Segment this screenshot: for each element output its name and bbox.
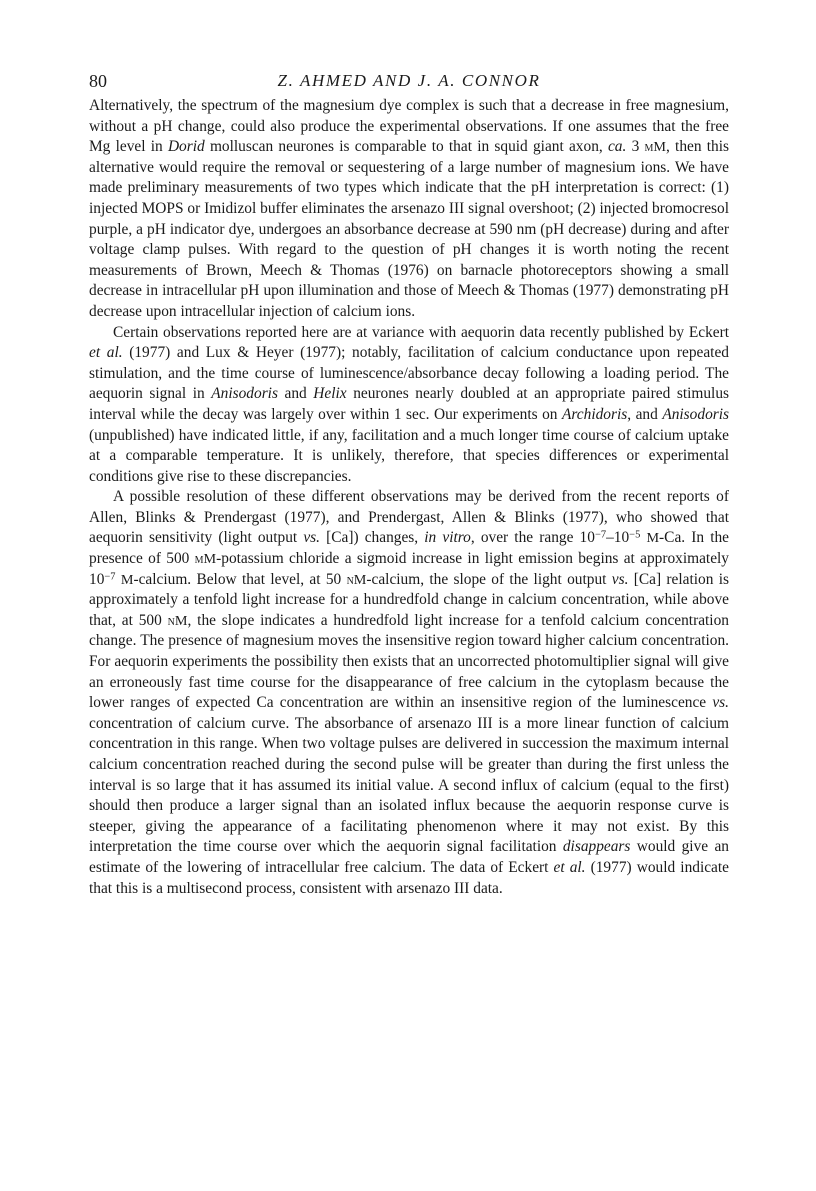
text-run: [Ca] relation is approximately a tenfold light increase for a hundredfold change in calcium concentration, while above that, at 500 xyxy=(89,570,729,629)
italic-run: in vitro xyxy=(424,529,471,547)
small-caps-run: nM xyxy=(167,612,188,629)
text-run: , the slope indicates a hundredfold light increase for a tenfold calcium concentration change. The presence of magnesium moves the insensitive region toward higher calcium concentration. For aequorin experiments the possibility then exists that an uncorrected photomultiplier signal will give an erroneously fast time course for the disappearance of free calcium in the cytoplasm because the lower ranges of expected Ca concentration are within an insensitive region of the luminescence xyxy=(89,611,729,712)
superscript-run: −5 xyxy=(629,529,641,541)
italic-run: vs. xyxy=(303,529,320,547)
italic-run: Anisodoris xyxy=(211,385,278,403)
text-run: [Ca]) changes, xyxy=(319,529,425,547)
text-run: molluscan neurones is comparable to that in squid giant axon, xyxy=(204,138,608,156)
small-caps-run: mM xyxy=(644,139,666,156)
text-run: concentration of calcium curve. The absorbance of arsenazo III is a more linear function of calcium concentration in this range. When two voltage pulses are delivered in succession the maximum internal calcium concentration reached during the second pulse will be greater than during the first unless the interval is so large that it has assumed its initial value. A second influx of calcium (equal to the first) should then produce a larger signal than an isolated influx because the aequorin response curve is steeper, giving the appearance of a facilitating phenomenon where it may not exist. By this interpretation the time course over which the aequorin signal facilitation xyxy=(89,714,729,856)
italic-run: et al. xyxy=(89,344,123,362)
text-run: 3 xyxy=(626,138,645,156)
paragraph xyxy=(89,487,729,899)
italic-run: Dorid xyxy=(167,138,205,156)
text-run: and xyxy=(277,385,314,403)
text-run: (unpublished) have indicated little, if any, facilitation and a much longer time course of calcium uptake at a comparable temperature. It is unlikely, therefore, that species differences or experimental conditions give rise to these discrepancies. xyxy=(89,426,729,485)
small-caps-run: M xyxy=(120,571,134,588)
text-run: Alternatively, the spectrum of the magnesium dye complex is such that a decrease in free magnesium, without a pH change, could also produce the experimental observations. If one assumes that the free Mg level in xyxy=(89,97,729,156)
text-run: -Ca. In the presence of 500 xyxy=(89,529,729,568)
text-run: (1977) would indicate that this is a multisecond process, consistent with arsenazo III data. xyxy=(89,858,730,897)
italic-run: Anisodoris xyxy=(662,405,730,423)
text-run: , then this alternative would require the removal or sequestering of a large number of magnesium ions. We have made preliminary measurements of two types which indicate that the pH interpretation is correct: (1) injected MOPS or Imidizol buffer eliminates the arsenazo III signal overshoot; (2) injected bromocresol purple, a pH indicator dye, undergoes an absorbance decrease at 590 nm (pH decrease) during and after voltage clamp pulses. With regard to the question of pH changes it is worth noting the recent measurements of Brown, Meech & Thomas (1976) on barnacle photoreceptors showing a small decrease in intracellular pH upon illumination and those of Meech & Thomas (1977) demonstrating pH decrease upon intracellular injection of calcium ions. xyxy=(89,138,730,320)
text-run: neurones nearly doubled at an appropriate paired stimulus interval while the decay was largely over within 1 sec. Our experiments on xyxy=(89,385,730,423)
small-caps-run: mM xyxy=(194,551,217,568)
superscript-run: −7 xyxy=(104,570,116,582)
text-run: -potassium chloride a sigmoid increase in light emission begins at approximately 10 xyxy=(89,550,730,588)
page-header xyxy=(89,70,729,96)
text-run: Certain observations reported here are at variance with aequorin data recently published by Eckert xyxy=(113,323,729,341)
text-run: , over the range 10 xyxy=(470,529,595,547)
text-run: –10 xyxy=(606,529,630,547)
small-caps-run: M xyxy=(646,530,660,547)
italic-run: vs. xyxy=(611,570,629,588)
italic-run: Archidoris xyxy=(561,405,628,423)
italic-run: disappears xyxy=(562,838,631,856)
running-head: Z. AHMED AND J. A. CONNOR xyxy=(277,71,541,90)
italic-run: Helix xyxy=(313,385,347,403)
text-run: -calcium, the slope of the light output xyxy=(366,570,612,588)
text-run: (1977) and Lux & Heyer (1977); notably, facilitation of calcium conductance upon repeated stimulation, and the time course of luminescence/absorbance decay following a loading period. The aequorin signal in xyxy=(89,344,729,403)
page-number: 80 xyxy=(89,71,107,91)
paragraph xyxy=(89,96,729,323)
text-run: A possible resolution of these different observations may be derived from the recent reports of Allen, Blinks & Prendergast (1977), and Prendergast, Allen & Blinks (1977), who showed that aequorin sensitivity (light output xyxy=(89,488,729,547)
italic-run: vs. xyxy=(712,694,729,712)
superscript-run: −7 xyxy=(594,529,607,541)
italic-run: et al. xyxy=(553,858,586,876)
italic-run: ca. xyxy=(607,138,627,156)
text-run: would give an estimate of the lowering of intracellular free calcium. The data of Eckert xyxy=(89,838,729,876)
text-run: , and xyxy=(627,405,663,423)
text-run: -calcium. Below that level, at 50 xyxy=(133,570,347,588)
small-caps-run: nM xyxy=(346,571,367,588)
paragraph xyxy=(89,323,729,488)
body-text xyxy=(89,96,729,899)
